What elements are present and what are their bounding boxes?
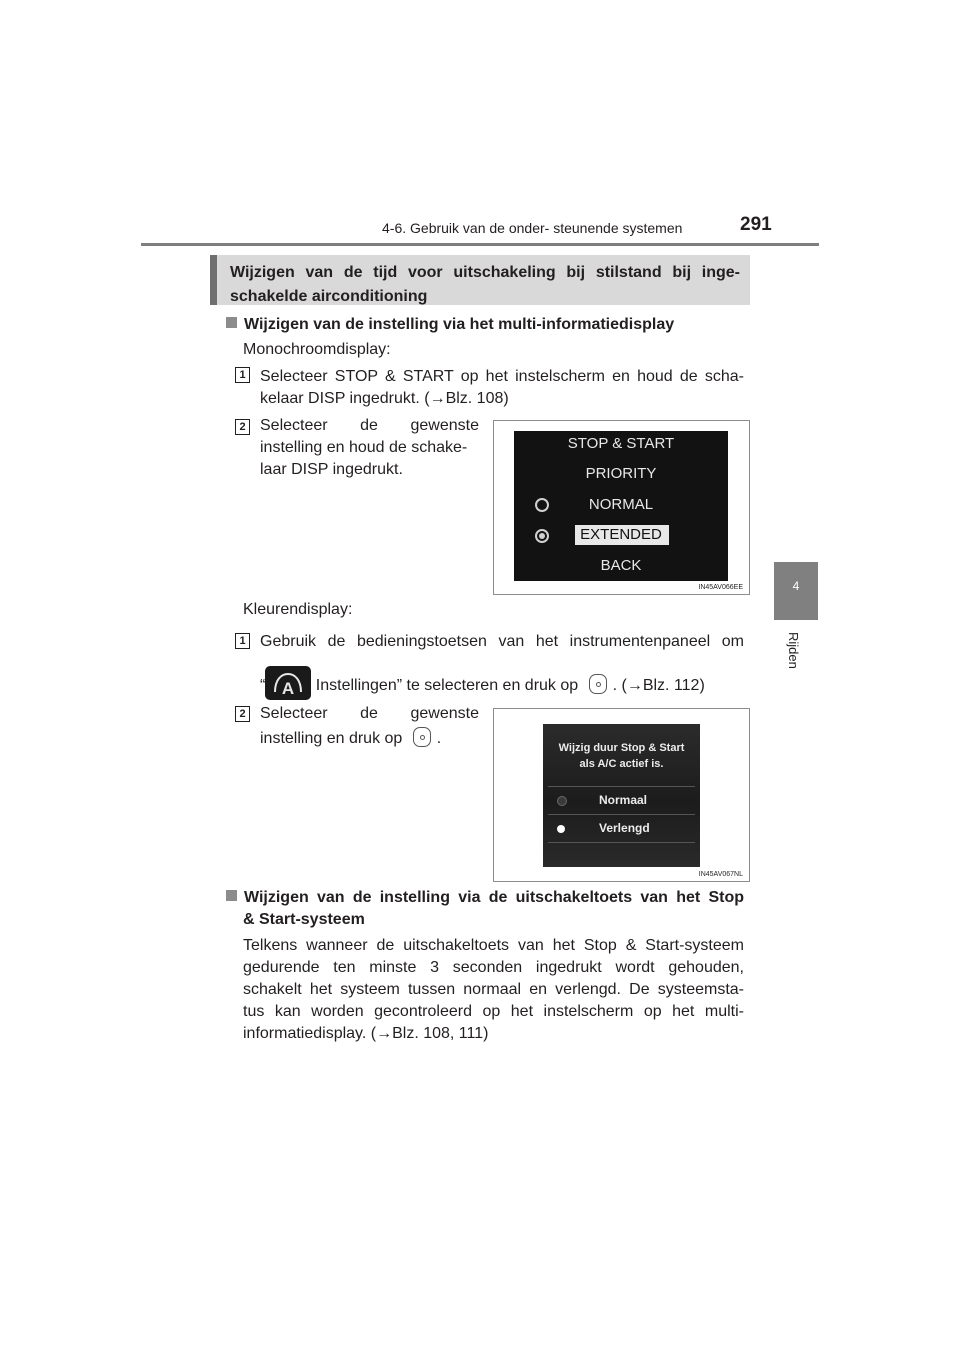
step-text-line: laar DISP ingedrukt. <box>260 461 403 478</box>
section-heading-line2: schakelde airconditioning <box>230 288 428 305</box>
car-settings-icon <box>265 666 311 700</box>
body-line: informatiedisplay. (→Blz. 108, 111) <box>243 1025 489 1042</box>
color-display-figure <box>493 708 750 882</box>
menu-option-extended: EXTENDED <box>580 526 662 543</box>
body-line: tus kan worden gecontroleerd op het instelscherm op het multi- <box>243 1003 744 1020</box>
radio-selected-icon <box>557 825 565 833</box>
square-bullet-icon <box>226 317 237 328</box>
option-verlengd: Verlengd <box>599 821 650 835</box>
menu-option-normal: NORMAL <box>588 496 654 513</box>
menu-option-priority: PRIORITY <box>585 465 657 482</box>
step-text-inline: Instellingen” te selecteren en druk op <box>311 677 579 694</box>
step-text-inline: . <box>436 730 442 747</box>
step-text-line <box>260 727 441 750</box>
ok-dial-icon <box>589 674 607 694</box>
step-text-inline: . (→Blz. 112) <box>612 677 705 694</box>
section-heading <box>210 255 750 305</box>
step-text-line: Selecteer de gewenste <box>260 417 479 434</box>
color-display-label: Kleurendisplay: <box>243 601 353 618</box>
subsection-heading-2 <box>226 887 744 909</box>
svg-text:A: A <box>282 679 295 698</box>
radio-unselected-icon <box>557 796 567 806</box>
option-normaal: Normaal <box>599 793 648 807</box>
subsection-heading-1 <box>226 314 674 336</box>
mono-display-screen <box>514 431 728 581</box>
body-line: Telkens wanneer de uitschakeltoets van het Stop & Start-systeem <box>243 937 744 954</box>
step-text-line: Selecteer de gewenste <box>260 705 479 722</box>
ok-dial-icon <box>413 727 431 747</box>
step-text-line: Selecteer STOP & START op het instelscherm en houd de scha- <box>260 368 744 385</box>
step-number-badge: 1 <box>235 367 250 383</box>
figure-code: IN45AV066EE <box>698 584 743 591</box>
step-text-line <box>260 666 705 700</box>
chapter-tab-number: 4 <box>792 579 800 593</box>
step-number-badge: 2 <box>235 419 250 435</box>
body-line: gedurende ten minste 3 seconden ingedrukt wordt gehouden, <box>243 959 744 976</box>
page-number: 291 <box>740 214 772 235</box>
color-display-screen <box>543 724 700 867</box>
chapter-tab-label: Rijden <box>786 632 801 669</box>
subsection-heading-1-text: Wijzigen van de instelling via het multi-informatiedisplay <box>244 316 675 333</box>
chapter-tab <box>774 562 818 620</box>
header-rule <box>141 243 819 246</box>
screen-title-line1: Wijzig duur Stop & Start <box>558 742 685 754</box>
screen-title-line2: als A/C actief is. <box>579 758 664 770</box>
quote-open: “ <box>260 677 266 694</box>
body-line: schakelt het systeem tussen normaal en verlengd. De systeemsta- <box>243 981 744 998</box>
step-text-inline: instelling en druk op <box>260 730 403 747</box>
square-bullet-icon <box>226 890 237 901</box>
subsection-heading-2-line2: & Start-systeem <box>243 911 365 928</box>
chapter-title: 4-6. Gebruik van de onder- steunende systemen <box>382 220 683 236</box>
menu-option-stop-start: STOP & START <box>567 435 675 452</box>
section-heading-line1: Wijzigen van de tijd voor uitschakeling bij stilstand bij inge- <box>230 264 740 281</box>
mono-display-figure <box>493 420 750 595</box>
divider <box>548 786 695 787</box>
step-text-line: kelaar DISP ingedrukt. (→Blz. 108) <box>260 390 509 407</box>
figure-code: IN45AV067NL <box>698 871 743 878</box>
step-text-line: Gebruik de bedieningstoetsen van het instrumentenpaneel om <box>260 633 744 650</box>
step-text-line: instelling en houd de schake- <box>260 439 468 456</box>
menu-option-back: BACK <box>600 557 642 574</box>
step-number-badge: 2 <box>235 706 250 722</box>
divider <box>548 814 695 815</box>
mono-display-label: Monochroomdisplay: <box>243 341 391 358</box>
divider <box>548 842 695 843</box>
subsection-heading-2-text: Wijzigen van de instelling via de uitschakeltoets van het Stop <box>244 889 744 906</box>
step-number-badge: 1 <box>235 633 250 649</box>
